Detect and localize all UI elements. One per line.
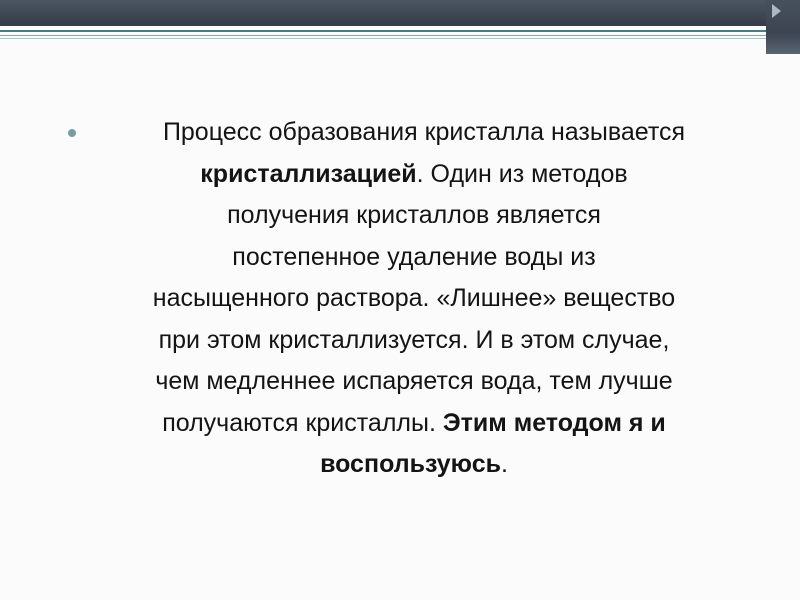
emphasis-method-end: воспользуюсь <box>320 450 501 478</box>
text-segment: насыщенного раствора. «Лишнее» вещество <box>152 284 676 312</box>
text-segment: при этом кристаллизуется. И в этом случае, <box>158 325 670 354</box>
text-segment: чем медленнее испаряется вода, тем лучше <box>155 367 673 395</box>
accent-stripe <box>0 30 800 32</box>
text-line <box>64 320 764 362</box>
text-line <box>64 361 764 403</box>
text-line <box>64 195 764 237</box>
accent-stripe-faint <box>0 38 800 39</box>
bullet-icon <box>68 129 76 137</box>
text-segment: Процесс образования кристалла называется <box>162 118 686 146</box>
text-line <box>64 112 764 154</box>
text-line <box>64 403 764 445</box>
text-line <box>64 237 764 279</box>
corner-decoration-icon <box>766 0 800 54</box>
text-line <box>64 444 764 486</box>
text-line <box>64 278 764 320</box>
emphasis-method: Этим методом я и <box>442 408 666 437</box>
bullet-paragraph <box>64 112 764 486</box>
term-kristallizatsiya: кристаллизацией <box>200 159 417 188</box>
text-segment: . <box>500 450 508 478</box>
slide-header-bar <box>0 0 800 26</box>
accent-stripe-thin <box>0 35 800 36</box>
text-line <box>64 154 764 196</box>
text-segment: . Один из методов <box>416 159 628 188</box>
text-segment: получения кристаллов является <box>227 201 601 229</box>
text-segment: получаются кристаллы. <box>162 408 443 437</box>
text-segment: постепенное удаление воды из <box>232 242 596 271</box>
slide-body <box>64 112 764 486</box>
